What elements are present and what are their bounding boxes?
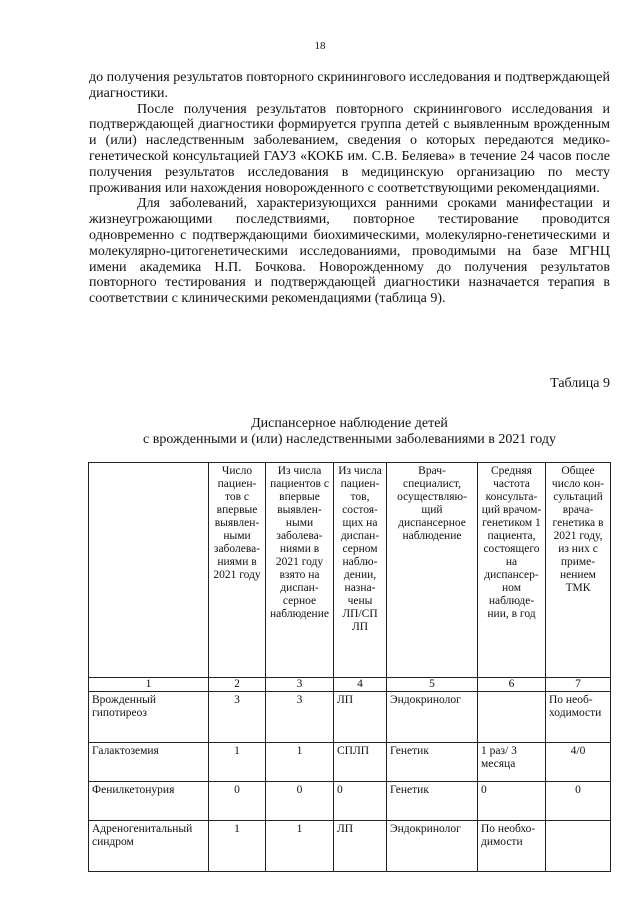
table-cell: Фенилкетонурия — [89, 782, 209, 821]
page-number: 18 — [314, 40, 326, 52]
table-cell: Врожденный гипотиреоз — [89, 692, 209, 743]
column-number: 2 — [209, 678, 266, 692]
table-cell: 0 — [546, 782, 611, 821]
header-cell: Средняя частота консультаций врачом-генетиком 1 пациента, состоящего на диспансерном наблюдении, в год — [478, 463, 546, 678]
table-cell: ЛП — [334, 692, 387, 743]
table-row — [89, 692, 611, 743]
table-caption: Таблица 9 — [550, 376, 610, 391]
table-cell: Генетик — [387, 782, 478, 821]
table-cell: 3 — [209, 692, 266, 743]
table-cell: Эндокринолог — [387, 692, 478, 743]
table-cell: Генетик — [387, 743, 478, 782]
table-cell: ЛП — [334, 821, 387, 872]
header-cell: Из числа пациентов, состоящих на диспансерном наблюдении, назначены ЛП/СП ЛП — [334, 463, 387, 678]
table-cell: 0 — [334, 782, 387, 821]
table-cell: 1 — [209, 743, 266, 782]
table-title-line-2: с врожденными и (или) наследственными заболеваниями в 2021 году — [143, 432, 556, 447]
column-number: 4 — [334, 678, 387, 692]
header-cell: Общее число консультаций врача-генетика в 2021 году, из них с применением ТМК — [546, 463, 611, 678]
table-row — [89, 821, 611, 872]
table-cell: 1 — [266, 743, 334, 782]
column-number: 6 — [478, 678, 546, 692]
header-cell — [89, 463, 209, 678]
table-cell: 0 — [266, 782, 334, 821]
paragraph-2: После получения результатов повторного скринингового исследования и подтверждающей диагностики формируется группа детей с выявленным врожденным и (или) наследственным заболеванием, сведения о которых передаются медико-генетической консультацией ГАУЗ «КОКБ им. С.В. Беляева» в течение 24 часов после получения результатов исследования в медицинскую организацию по месту проживания или нахождения новорожденного с соответствующими рекомендациями. — [89, 101, 610, 196]
table-title — [89, 416, 610, 448]
table-cell: Адреногенитальный синдром — [89, 821, 209, 872]
dispensary-table — [88, 462, 611, 872]
paragraph-3: Для заболеваний, характеризующихся ранними сроками манифестации и жизнеугрожающими последствиями, повторное тестирование проводится одновременно с подтверждающими биохимическими, молекулярно-генетическими и молекулярно-цитогенетическими исследованиями, проводимыми на базе МГНЦ имени академика Н.П. Бочкова. Новорожденному до получения результатов повторного тестирования и подтверждающей диагностики назначается терапия в соответствии с клиническими рекомендациями (таблица 9). — [89, 196, 610, 307]
table-cell: Галактоземия — [89, 743, 209, 782]
table-cell: 1 — [209, 821, 266, 872]
table-cell: СПЛП — [334, 743, 387, 782]
paragraph-1: до получения результатов повторного скринингового исследования и подтверждающей диагностики. — [89, 70, 610, 101]
table-cell: 1 — [266, 821, 334, 872]
header-cell: Число пациентов с впервые выявленными заболеваниями в 2021 году — [209, 463, 266, 678]
table-cell: По необходимости — [478, 821, 546, 872]
table-cell: 1 раз/ 3 месяца — [478, 743, 546, 782]
column-number: 1 — [89, 678, 209, 692]
table-cell: 3 — [266, 692, 334, 743]
table-cell: 4/0 — [546, 743, 611, 782]
table-row — [89, 782, 611, 821]
table-row — [89, 743, 611, 782]
table-cell: 0 — [209, 782, 266, 821]
table-cell: Эндокринолог — [387, 821, 478, 872]
body-text — [89, 70, 610, 307]
table-cell — [478, 692, 546, 743]
table-cell — [546, 821, 611, 872]
table-cell: 0 — [478, 782, 546, 821]
column-number: 7 — [546, 678, 611, 692]
header-cell: Врач-специалист, осуществляющий диспансерное наблюдение — [387, 463, 478, 678]
header-cell: Из числа пациентов с впервые выявленными заболеваниями в 2021 году взято на диспансерное наблюдение — [266, 463, 334, 678]
column-number: 3 — [266, 678, 334, 692]
column-number: 5 — [387, 678, 478, 692]
table-cell: По необходимости — [546, 692, 611, 743]
table-header-row — [89, 463, 611, 678]
column-number-row — [89, 678, 611, 692]
table-title-line-1: Диспансерное наблюдение детей — [251, 416, 448, 431]
